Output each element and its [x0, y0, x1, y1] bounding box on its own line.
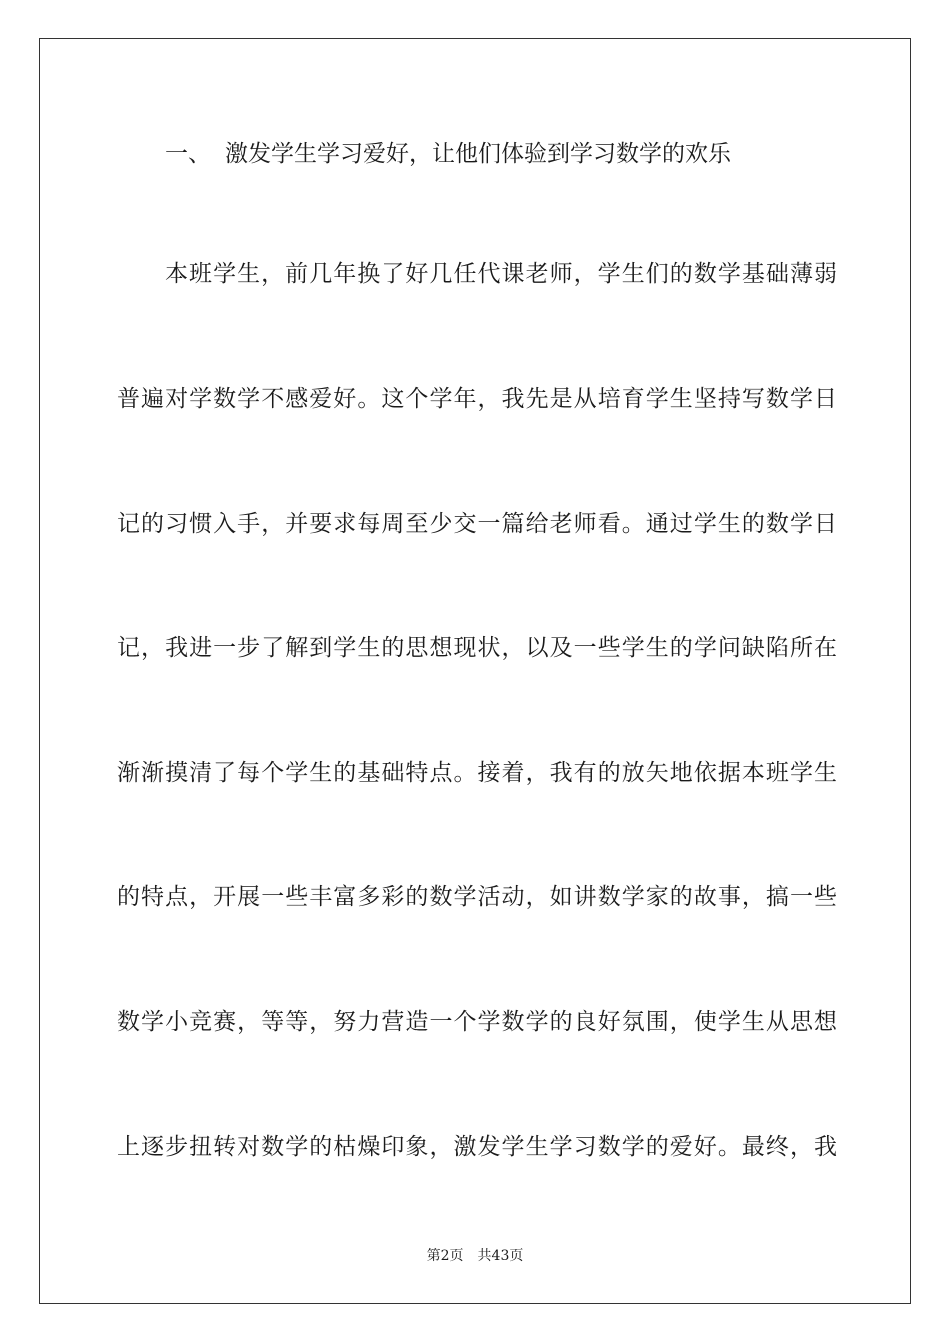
paragraph-line-2: 普遍对学数学不感爱好。这个学年，我先是从培育学生坚持写数学日: [117, 386, 839, 412]
paragraph-line-6: 的特点，开展一些丰富多彩的数学活动，如讲数学家的故事，搞一些: [117, 884, 839, 910]
paragraph-line-1: 本班学生，前几年换了好几任代课老师，学生们的数学基础薄弱: [165, 261, 839, 287]
paragraph-line-7: 数学小竞赛，等等，努力营造一个学数学的良好氛围，使学生从思想: [117, 1009, 839, 1035]
section-title: 激发学生学习爱好，让他们体验到学习数学的欢乐: [225, 141, 731, 167]
paragraph-line-3: 记的习惯入手，并要求每周至少交一篇给老师看。通过学生的数学日: [117, 511, 839, 537]
section-number: 一、: [165, 141, 211, 167]
page-total: 共43页: [477, 1248, 524, 1264]
paragraph-line-4: 记，我进一步了解到学生的思想现状，以及一些学生的学问缺陷所在: [117, 635, 839, 661]
page-number: 第2页: [426, 1248, 464, 1264]
paragraph-line-5: 渐渐摸清了每个学生的基础特点。接着，我有的放矢地依据本班学生: [117, 760, 839, 786]
paragraph-line-8: 上逐步扭转对数学的枯燥印象，激发学生学习数学的爱好。最终，我: [117, 1134, 839, 1160]
page-footer: [0, 1247, 950, 1265]
section-heading: [165, 138, 731, 170]
page-border: [39, 38, 911, 1304]
